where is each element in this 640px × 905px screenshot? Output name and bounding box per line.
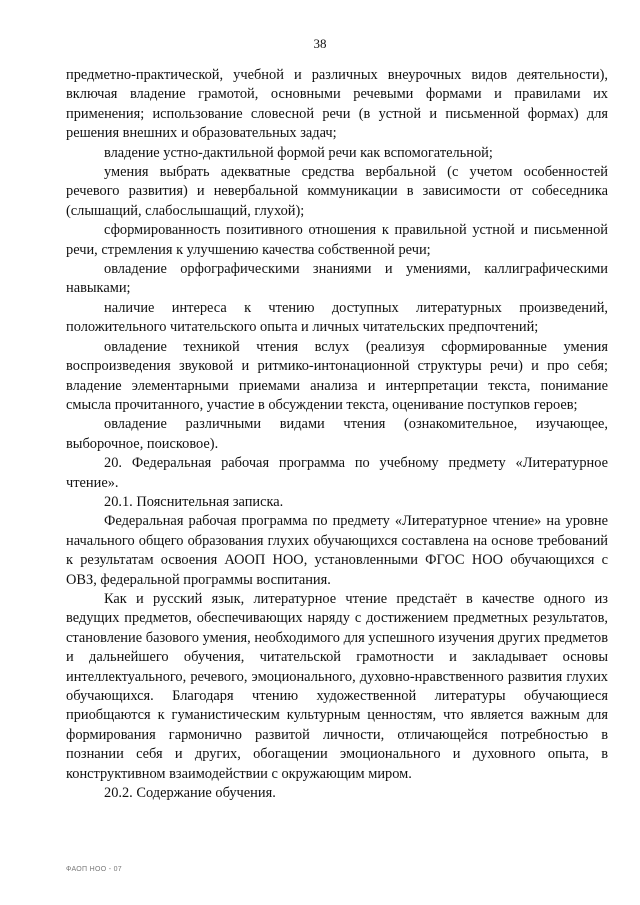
page-number: 38 xyxy=(313,36,327,51)
document-body xyxy=(66,66,608,803)
paragraph-literature-role: Как и русский язык, литературное чтение предстаёт в качестве одного из ведущих предметов, обеспечивающих наряду с достижением предметных результатов, становление базового умения, необходимого для успешного изучения других предметов и дальнейшего обучения, читательской грамотности и закладывает основы интеллектуального, речевого, эмоционального, духовно-нравственного развития глухих обучающихся. Благодаря чтению художественной литературы обучающиеся приобщаются к гуманистическим культурным ценностям, что является важным для формирования гармонично развитой личности, отличающейся потребностью в познании себя и других, обогащении эмоционального и духовного опыта, в конструктивном взаимодействии с окружающим миром. xyxy=(66,590,608,782)
paragraph-continuation: предметно-практической, учебной и различных внеурочных видов деятельности), включая владение грамотой, основными речевыми формами и правилами их применения; использование словесной речи (в устной и письменной формах) для решения внешних и образовательных задач; xyxy=(66,67,608,142)
paragraph-program-basis: Федеральная рабочая программа по предмету «Литературное чтение» на уровне начального общего образования глухих обучающихся составлена на основе требований к результатам освоения АООП НОО, установленными ФГОС НОО обучающихся с ОВЗ, федеральной программы воспитания. xyxy=(66,513,608,588)
paragraph-orthography: овладение орфографическими знаниями и умениями, каллиграфическими навыками; xyxy=(66,261,608,297)
paragraph-reading-types: овладение различными видами чтения (ознакомительное, изучающее, выборочное, поисковое). xyxy=(66,416,608,452)
section-heading-20-2: 20.2. Содержание обучения. xyxy=(104,785,276,802)
paragraph-reading-technique: овладение техникой чтения вслух (реализуя сформированные умения воспроизведения звуковой и ритмико-интонационной структуры речи) и про себя; владение элементарными приемами анализа и интерпретации текста, понимание смысла прочитанного, участие в обсуждении текста, оценивание поступков героев; xyxy=(66,338,608,413)
section-heading-20: 20. Федеральная рабочая программа по учебному предмету «Литературное чтение». xyxy=(66,455,608,491)
footer-mark: ФАОП НОО - 07 xyxy=(66,866,122,873)
paragraph-positive-attitude: сформированность позитивного отношения к правильной устной и письменной речи, стремления к улучшению качества собственной речи; xyxy=(66,222,608,258)
section-heading-20-1: 20.1. Пояснительная записка. xyxy=(104,493,284,510)
paragraph-communication-means: умения выбрать адекватные средства вербальной (с учетом особенностей речевого развития) и невербальной коммуникации в зависимости от собеседника (слышащий, слабослышащий, глухой); xyxy=(66,164,608,219)
paragraph-reading-interest: наличие интереса к чтению доступных литературных произведений, положительного читательского опыта и личных читательских предпочтений; xyxy=(66,299,608,336)
paragraph-dactyl-speech: владение устно-дактильной формой речи как вспомогательной; xyxy=(104,144,493,161)
